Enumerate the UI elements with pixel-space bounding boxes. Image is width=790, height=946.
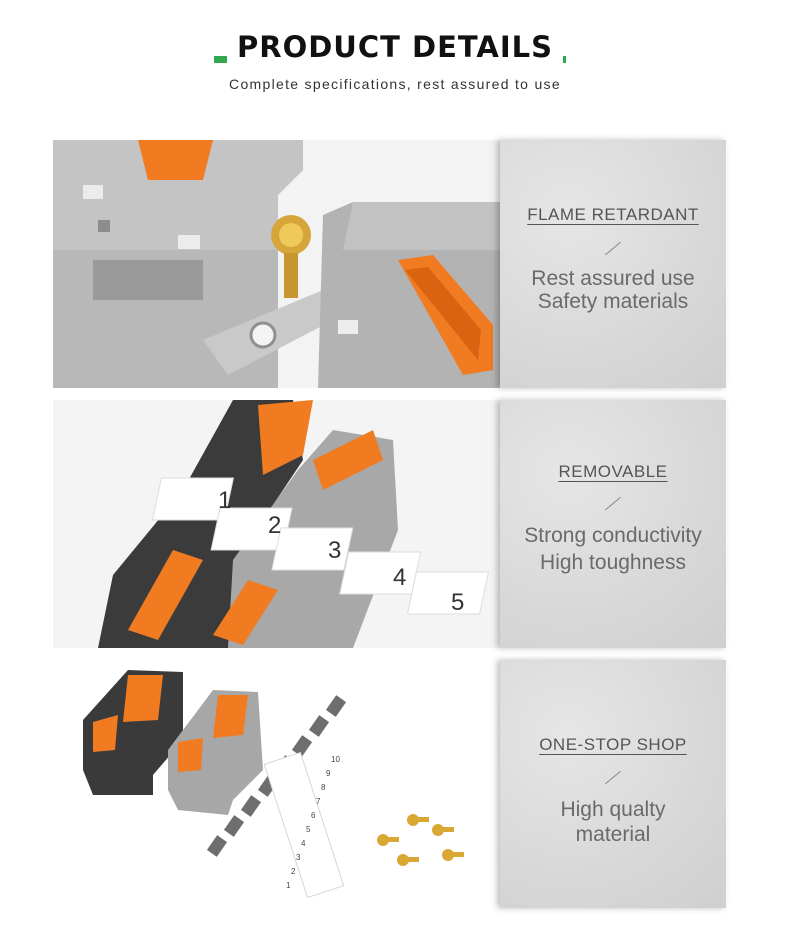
strip-number: 2 (291, 867, 296, 876)
feature-heading: REMOVABLE (558, 462, 668, 481)
feature-panel (500, 140, 726, 388)
product-photo-terminal-screw (53, 140, 500, 388)
strip-number: 5 (306, 825, 311, 834)
product-photo-terminal-markers (53, 400, 500, 648)
slash-divider (605, 497, 621, 511)
marker-number: 1 (218, 487, 232, 514)
strip-number: 3 (296, 853, 301, 862)
feature-line: Strong conductivity (524, 524, 702, 547)
feature-row-one-stop-shop (53, 660, 726, 908)
feature-panel (500, 400, 726, 648)
strip-number: 1 (286, 881, 291, 890)
marker-number: 3 (328, 537, 342, 564)
feature-row-flame-retardant (53, 140, 726, 388)
strip-number: 7 (316, 797, 321, 806)
slash-divider (605, 242, 621, 256)
strip-number: 4 (301, 839, 306, 848)
marker-number: 5 (451, 589, 465, 616)
feature-line: material (575, 823, 651, 846)
feature-panel (500, 660, 726, 908)
feature-line: High qualty (560, 798, 666, 821)
feature-line: Rest assured use (531, 267, 695, 290)
marker-number: 4 (393, 564, 407, 591)
feature-heading: ONE-STOP SHOP (539, 735, 687, 754)
strip-number: 6 (311, 811, 316, 820)
feature-line: Safety materials (537, 290, 689, 313)
feature-heading: FLAME RETARDANT (527, 205, 699, 224)
header (0, 0, 790, 110)
page-title: PRODUCT DETAILS (0, 30, 790, 64)
strip-number: 8 (321, 783, 326, 792)
slash-divider (605, 771, 621, 785)
feature-row-removable (53, 400, 726, 648)
marker-number: 2 (268, 512, 282, 539)
strip-number: 10 (331, 755, 340, 764)
strip-number: 9 (326, 769, 331, 778)
product-photo-accessory-kit (53, 660, 500, 908)
page-subtitle: Complete specifications, rest assured to use (229, 76, 561, 92)
feature-line: High toughness (540, 551, 686, 574)
